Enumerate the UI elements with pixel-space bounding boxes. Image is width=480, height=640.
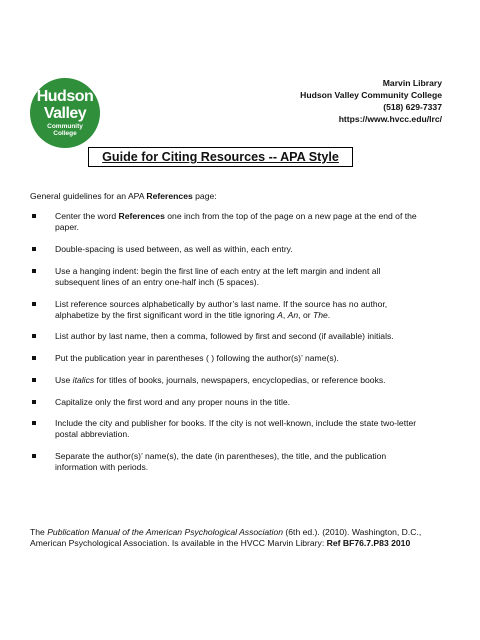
guideline-text (55, 299, 387, 320)
college-name: Hudson Valley Community College (300, 90, 442, 100)
library-phone: (518) 629-7337 (383, 102, 442, 112)
text-segment: Include the city and publisher for books. If the city is not well-known, include the state two-letter postal abbreviation. (55, 418, 417, 440)
text-segment: Double-spacing is used between, as well as within, each entry. (55, 243, 293, 254)
intro-text-before: General guidelines for an APA (30, 191, 147, 201)
logo-text-valley: Valley (43, 104, 87, 122)
square-bullet-icon (32, 356, 36, 360)
intro-text (30, 191, 217, 202)
guidelines-list (30, 211, 418, 484)
library-name: Marvin Library (382, 78, 442, 88)
library-url[interactable]: https://www.hvcc.edu/lrc/ (338, 114, 442, 124)
text-segment: one inch from the top of the page on a new page at the end of the paper. (55, 211, 417, 233)
guideline-item (30, 266, 418, 288)
guideline-text (55, 244, 293, 254)
text-segment: Center the word (55, 211, 119, 221)
guideline-text (55, 375, 386, 385)
text-segment: Put the publication year in parentheses ( ) following the author(s)’ name(s). (55, 353, 339, 364)
guideline-item (30, 375, 418, 386)
guideline-item (30, 331, 418, 342)
text-segment: Ref BF76.7.P83 2010 (326, 538, 411, 549)
guideline-item (30, 451, 418, 473)
logo-text-community: Community (47, 122, 83, 130)
square-bullet-icon (32, 214, 36, 218)
text-segment: Publication Manual of the American Psychological Association (47, 527, 284, 537)
square-bullet-icon (32, 378, 36, 382)
text-segment: , (282, 309, 288, 320)
text-segment: List author by last name, then a comma, followed by first and second (if available) initials. (55, 331, 394, 342)
text-segment: (6th ed.). (2010). Washington, D.C., American Psychological Association. Is available in the HVCC Marvin Library: (30, 527, 422, 549)
square-bullet-icon (32, 302, 36, 306)
square-bullet-icon (32, 400, 36, 404)
guideline-item (30, 353, 418, 364)
guideline-text (55, 331, 394, 341)
text-segment: List reference sources alphabetically by author’s last name. If the source has no author, alphabetize by the first significant word in the title ignoring (55, 298, 388, 320)
text-segment: , or (298, 309, 313, 320)
text-segment: Use (55, 374, 73, 385)
guideline-item (30, 397, 418, 408)
text-segment: . (327, 309, 331, 320)
guideline-text (55, 451, 386, 472)
text-segment: The (30, 527, 48, 537)
text-segment: Capitalize only the first word and any proper nouns in the title. (55, 396, 291, 407)
text-segment: References (118, 211, 165, 221)
square-bullet-icon (32, 247, 36, 251)
text-segment: The (312, 309, 328, 320)
guideline-text (55, 211, 417, 232)
guideline-text (55, 397, 290, 407)
guideline-text (55, 353, 339, 363)
square-bullet-icon (32, 269, 36, 273)
text-segment: Use a hanging indent: begin the first line of each entry at the left margin and indent all subsequent lines of an entry one-half inch (5 spaces). (55, 265, 381, 287)
library-contact-block (300, 77, 442, 125)
guideline-item (30, 299, 418, 321)
guideline-text (55, 418, 416, 439)
text-segment: for titles of books, journals, newspapers, encyclopedias, or reference books. (94, 374, 386, 385)
logo-text-college: College (53, 130, 77, 137)
intro-text-bold: References (146, 191, 193, 201)
text-segment: A (277, 309, 283, 320)
guideline-item (30, 418, 418, 440)
intro-text-after: page: (192, 191, 217, 201)
text-segment: An (287, 309, 299, 320)
text-segment: italics (72, 374, 95, 385)
square-bullet-icon (32, 421, 36, 425)
square-bullet-icon (32, 454, 36, 458)
document-title: Guide for Citing Resources -- APA Style (88, 147, 353, 167)
text-segment: Separate the author(s)’ name(s), the date (in parentheses), the title, and the publication information with periods. (55, 451, 387, 473)
guideline-item (30, 211, 418, 233)
square-bullet-icon (32, 334, 36, 338)
guideline-text (55, 266, 380, 287)
citation-footer (30, 527, 440, 550)
guideline-item (30, 244, 418, 255)
logo-text-hudson: Hudson (36, 87, 94, 105)
college-logo (30, 78, 100, 148)
